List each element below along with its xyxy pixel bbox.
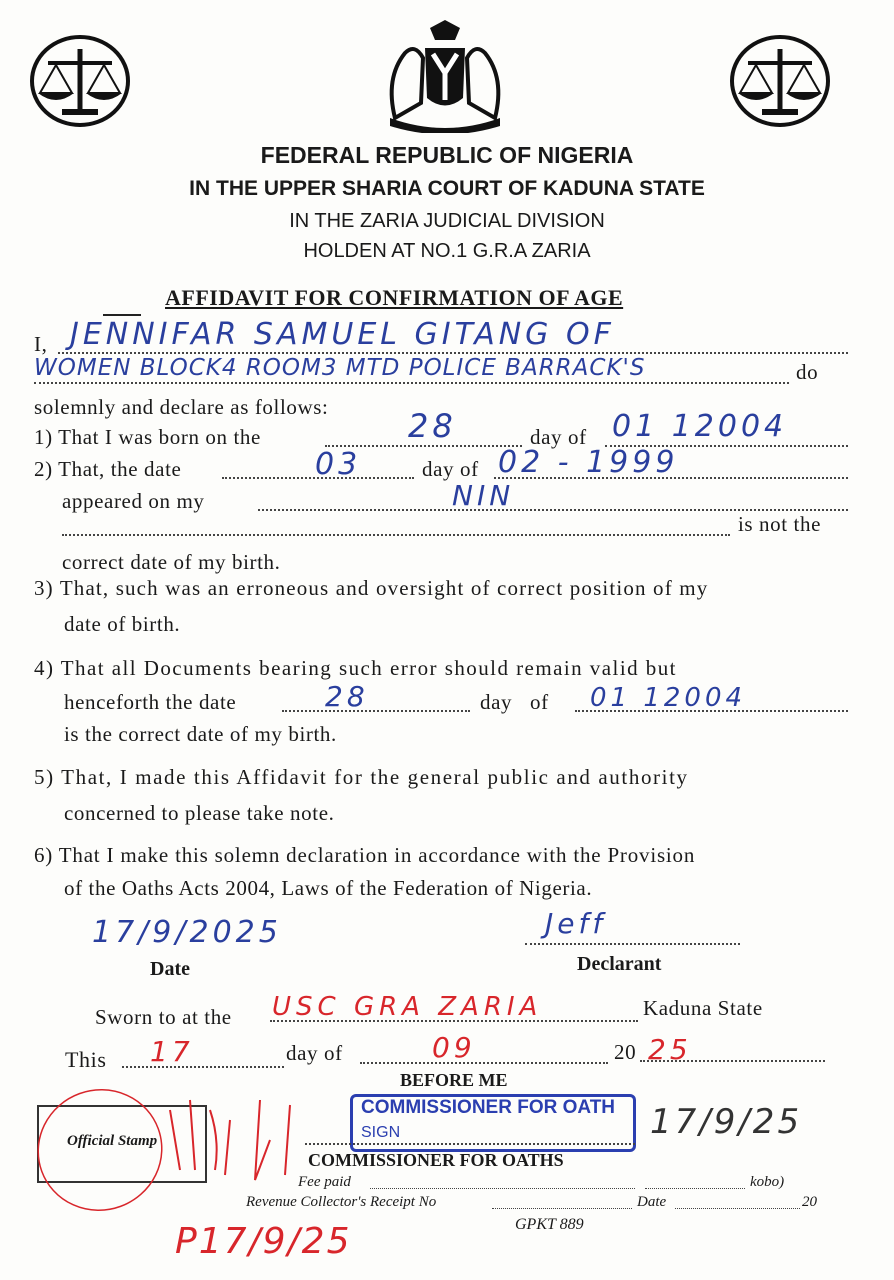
- this-text: This: [65, 1047, 107, 1072]
- declarant-name-handwritten: JENNIFAR SAMUEL GITANG OF: [70, 317, 615, 352]
- day-of-text: day of: [480, 690, 549, 714]
- header-division: IN THE ZARIA JUDICIAL DIVISION: [289, 210, 605, 232]
- field-line: [492, 1208, 632, 1209]
- address-handwritten: WOMEN BLOCK4 ROOM3 MTD POLICE BARRACK'S: [34, 355, 646, 381]
- before-me-label: BEFORE ME: [400, 1070, 508, 1090]
- clause-6-line-1: 6) That I make this solemn declaration in accordance with the Provision: [34, 843, 696, 867]
- date-label: Date: [150, 958, 190, 980]
- declaration-prefix: I,: [34, 332, 48, 356]
- kobo-label: kobo): [750, 1174, 785, 1190]
- clause-1-month-year: 01 12004: [612, 409, 788, 444]
- year-prefix: 20: [614, 1040, 637, 1064]
- clause-1-label: 1) That I was born on the: [34, 425, 261, 449]
- clause-3-line-2: date of birth.: [64, 612, 181, 636]
- declarant-sign-line: [525, 943, 740, 945]
- fee-paid-label: Fee paid: [298, 1174, 351, 1190]
- do-text: do: [796, 360, 819, 384]
- sworn-month: 09: [432, 1031, 476, 1064]
- official-stamp-label: Official Stamp: [67, 1133, 158, 1149]
- scales-of-justice-left-icon: [30, 35, 130, 127]
- stamp-text: COMMISSIONER FOR OATH: [361, 1097, 616, 1118]
- clause-6-line-2: of the Oaths Acts 2004, Laws of the Federation of Nigeria.: [64, 876, 593, 900]
- field-line: [645, 1188, 745, 1189]
- header-address: HOLDEN AT NO.1 G.R.A ZARIA: [303, 240, 591, 262]
- day-of-text: day of: [286, 1041, 343, 1065]
- scales-of-justice-right-icon: [730, 35, 830, 127]
- red-initials: P17/9/25: [175, 1221, 352, 1262]
- sworn-state: Kaduna State: [643, 996, 763, 1020]
- clause-1-day: 28: [408, 407, 457, 445]
- clause-2-day: 03: [315, 447, 362, 482]
- document-title: AFFIDAVIT FOR CONFIRMATION OF AGE: [165, 285, 624, 310]
- sworn-year: 25: [648, 1033, 692, 1066]
- date-handwritten: 17/9/2025: [92, 915, 282, 950]
- name-field-line: [58, 352, 848, 354]
- field-line: [675, 1208, 800, 1209]
- form-code: GPKT 889: [515, 1216, 584, 1233]
- field-line: [282, 710, 470, 712]
- sworn-place-handwritten: USC GRA ZARIA: [272, 992, 543, 1022]
- header-country: FEDERAL REPUBLIC OF NIGERIA: [260, 142, 634, 168]
- declarant-label: Declarant: [577, 953, 662, 975]
- is-not-text: is not the: [738, 512, 821, 536]
- field-line: [258, 509, 848, 511]
- intro-text: solemnly and declare as follows:: [34, 395, 329, 419]
- field-line: [122, 1066, 284, 1068]
- sworn-label: Sworn to at the: [95, 1005, 232, 1029]
- field-line: [370, 1188, 635, 1189]
- clause-4-day: 28: [325, 680, 369, 713]
- clause-4-month-year: 01 12004: [590, 683, 747, 713]
- clause-4-line-3: is the correct date of my birth.: [64, 722, 337, 746]
- clause-2-label: 2) That, the date: [34, 457, 182, 481]
- clause-2-month-year: 02 - 1999: [498, 445, 679, 480]
- clause-3-line-1: 3) That, such was an erroneous and oversight of correct position of my: [34, 576, 709, 600]
- commissioner-title: COMMISSIONER FOR OATHS: [308, 1150, 564, 1170]
- commissioner-date-handwritten: 17/9/25: [650, 1102, 803, 1142]
- receipt-label: Revenue Collector's Receipt No: [246, 1194, 437, 1210]
- clause-4-line-1: 4) That all Documents bearing such error should remain valid but: [34, 656, 677, 680]
- day-of-text: day of: [530, 425, 587, 449]
- receipt-date-label: Date: [637, 1194, 667, 1210]
- clause-5-line-1: 5) That, I made this Affidavit for the general public and authority: [34, 765, 689, 789]
- sworn-day: 17: [150, 1035, 194, 1068]
- appeared-text: appeared on my: [62, 489, 205, 513]
- stamp-sign: SIGN: [361, 1124, 401, 1141]
- field-line: [360, 1062, 608, 1064]
- nigeria-coat-of-arms-icon: [375, 18, 515, 133]
- address-field-line: [34, 382, 789, 384]
- red-signature-scribble: [20, 1080, 340, 1220]
- divider: [103, 314, 141, 316]
- receipt-year-prefix: 20: [802, 1194, 817, 1210]
- declarant-signature: Jeff: [545, 907, 607, 940]
- day-of-text: day of: [422, 457, 479, 481]
- commissioner-sign-line: [305, 1143, 635, 1145]
- field-line: [62, 534, 730, 536]
- clause-2-end: correct date of my birth.: [62, 550, 281, 574]
- clause-2-document: NIN: [452, 479, 515, 512]
- clause-5-line-2: concerned to please take note.: [64, 801, 335, 825]
- header-court: IN THE UPPER SHARIA COURT OF KADUNA STATE: [189, 177, 705, 200]
- clause-4-line-2: henceforth the date: [64, 690, 237, 714]
